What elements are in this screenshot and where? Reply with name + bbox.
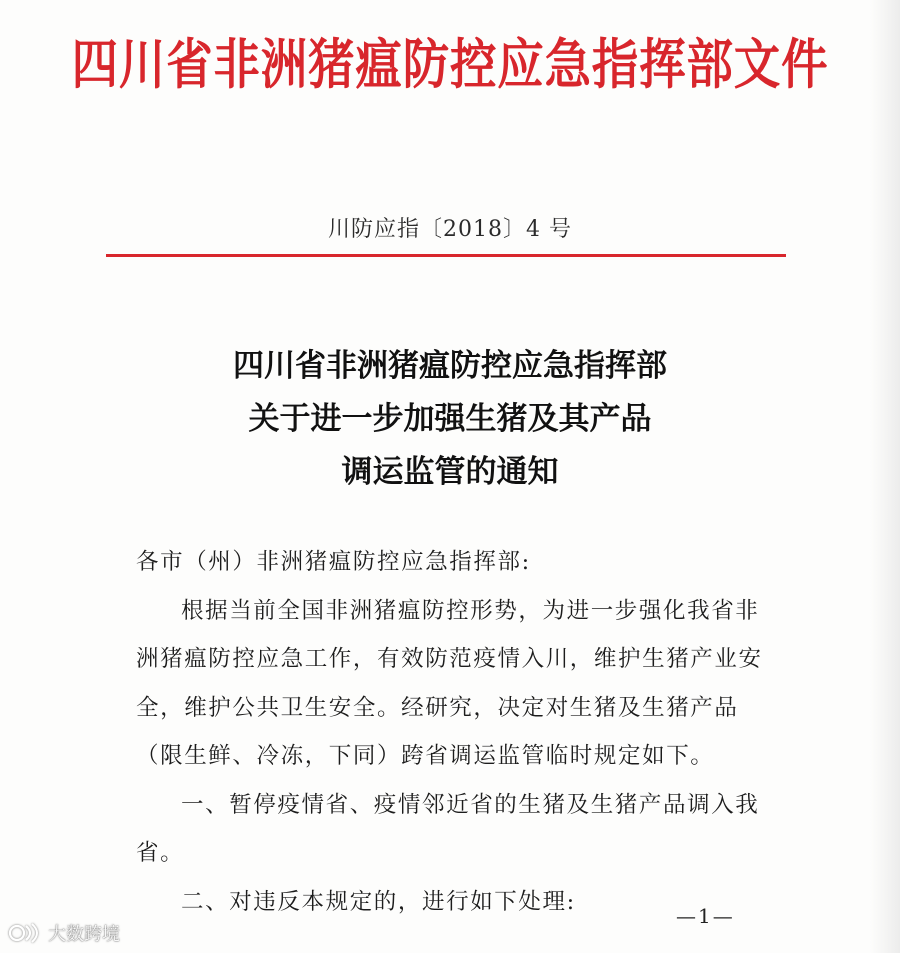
watermark-text: 大数跨境 <box>48 924 120 945</box>
body-paragraph-1: 根据当前全国非洲猪瘟防控形势，为进一步强化我省非洲猪瘟防控应急工作，有效防范疫情入川，维护生猪产业安全，维护公共卫生安全。经研究，决定对生猪及生猪产品（限生鲜、冷冻，下同）跨省调运监管临时规定如下。 <box>136 597 763 769</box>
body-paragraph-2: 一、暂停疫情省、疫情邻近省的生猪及生猪产品调入我省。 <box>136 791 760 866</box>
page-number: —1— <box>676 904 735 928</box>
salutation: 各市（州）非洲猪瘟防控应急指挥部: <box>136 549 531 575</box>
document-header-title: 四川省非洲猪瘟防控应急指挥部文件 <box>71 33 829 96</box>
document-body <box>136 538 776 926</box>
watermark <box>8 920 120 946</box>
red-divider-line <box>106 254 786 257</box>
notice-title-line-3: 调运监管的通知 <box>341 454 559 490</box>
notice-title-line-1: 四川省非洲猪瘟防控应急指挥部 <box>233 348 667 384</box>
logo-icon <box>8 920 42 946</box>
document-number: 川防应指〔2018〕4 号 <box>328 217 572 242</box>
notice-title <box>0 340 900 499</box>
body-paragraph-3: 二、对违反本规定的，进行如下处理: <box>181 888 576 915</box>
notice-title-line-2: 关于进一步加强生猪及其产品 <box>248 401 652 437</box>
